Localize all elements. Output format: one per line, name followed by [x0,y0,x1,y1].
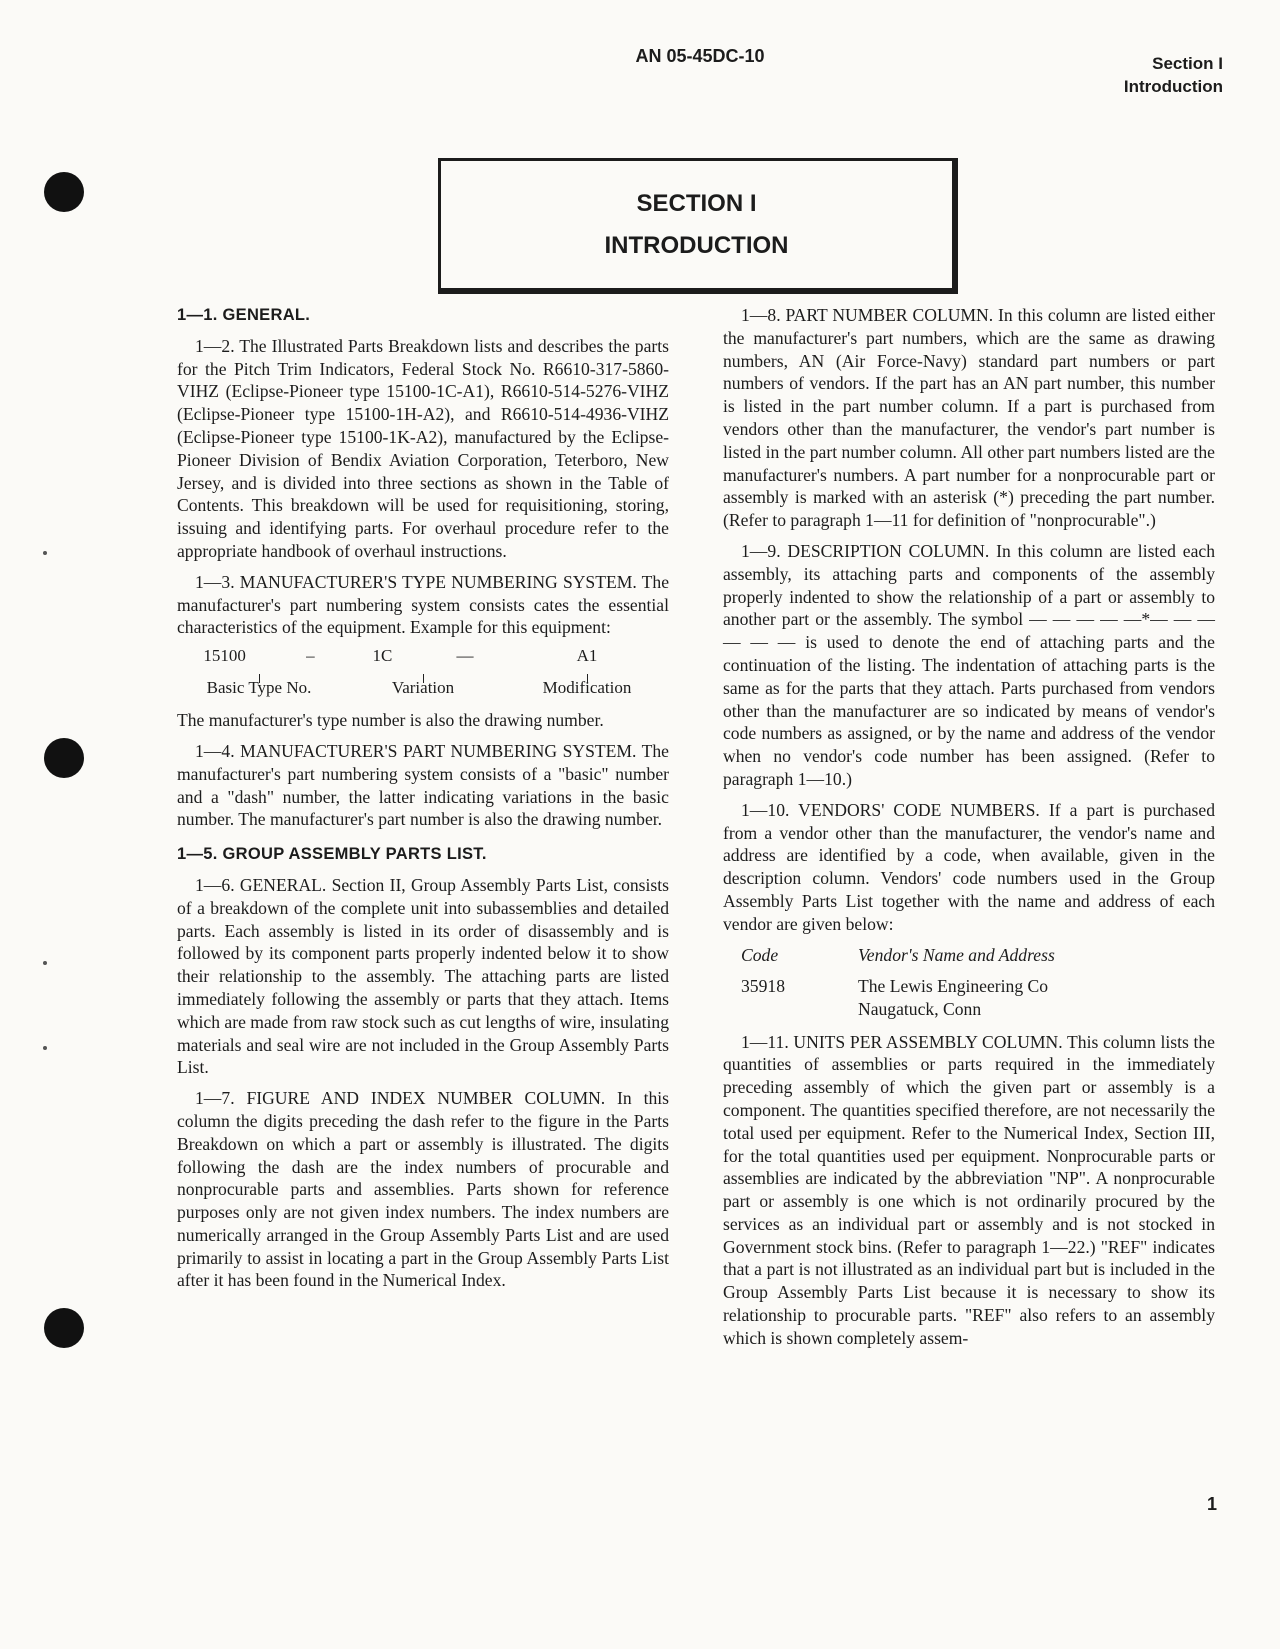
left-column [177,304,669,1300]
paragraph-1-11: 1—11. UNITS PER ASSEMBLY COLUMN. This column lists the quantities of assemblies or parts required in the immediately preceding assembly of which the given part or assembly is a component. The quantities specified therefore, are not necessarily the total used per equipment. Refer to the Numerical Index, Section III, for the total quantities used per equipment. Nonprocurable parts or assemblies are indicated by the abbreviation "NP". A nonprocurable part or assembly is one which is not ordinarily procured by the services as an individual part or assembly and is not stocked in Government stock bins. (Refer to paragraph 1—22.) "REF" indicates that a part is not illustrated as an individual part but is included in the Group Assembly Parts List because it is necessary to show its relationship to procurable parts. "REF" also refers to an assembly which is shown completely assem- [723,1031,1215,1348]
scan-speck [43,1046,47,1050]
example-label-modification: Modification [542,678,632,698]
example-tick [177,667,341,677]
running-header-section: Section I [1152,54,1223,73]
document-number: AN 05-45DC-10 [635,46,765,66]
right-column [723,304,1215,1358]
section-title-line-1: SECTION I [636,190,757,217]
paragraph-1-6: 1—6. GENERAL. Section II, Group Assembly Parts List, consists of a breakdown of the complete unit into subassemblies and detailed parts. Each assembly is listed in its order of disassembly and is followed by its component parts properly indented below it to show their relationship to the assembly. The attaching parts are listed immediately following the assembly or parts that they attach. Items which are made from raw stock such as cut lengths of wire, insulating materials and seal wire are not included in the Group Assembly Parts List. [177,874,669,1078]
vendor-name-address [858,975,1048,1021]
example-tick [341,667,505,677]
paragraph-1-3b: The manufacturer's type number is also the drawing number. [177,710,604,731]
vendor-address: Naugatuck, Conn [858,998,982,1019]
running-header-title: Introduction [1123,77,1223,96]
example-code-basic: 15100 [203,646,246,666]
example-variation [341,645,505,699]
binder-hole-top [44,172,84,212]
example-separator: – [306,646,315,666]
binder-hole-bottom [44,1308,84,1348]
binder-hole-middle [44,738,84,778]
example-code-variation: 1C [372,646,393,666]
scan-speck [43,961,47,965]
paragraph-1-7: 1—7. FIGURE AND INDEX NUMBER COLUMN. In this column the digits preceding the dash refer to the figure in the Parts Breakdown on which a part or assembly is illustrated. The digits following the dash are the index numbers of procurable and nonprocurable parts and assemblies. Parts shown for reference purposes only are not given index numbers. The index numbers are numerically arranged in the Group Assembly Parts List and are used primarily to assist in locating a part in the Group Assembly Parts List after it has been found in the Numerical Index. [177,1088,669,1291]
vendor-code: 35918 [741,975,785,996]
example-basic-type [177,645,341,699]
paragraph-1-9: 1—9. DESCRIPTION COLUMN. In this column are listed each assembly, its attaching parts and components of the assembly properly indented to show the relationship of a part or assembly to another part or the assembly. The symbol — — — — —*— — — — — — is used to denote the end of attaching parts and the continuation of the listing. The indentation of attaching parts is the same as for the parts that they attach. Parts purchased from vendors other than the manufacturer are so indicated by means of vendor's code numbers as assigned, or by the name and address of the vendor when no vendor's code number has been assigned. (Refer to paragraph 1—10.) [723,540,1215,789]
paragraph-1-3: 1—3. MANUFACTURER'S TYPE NUMBERING SYSTEM. The manufacturer's part numbering system consists cates the essential characteristics of the equipment. Example for this equipment: [177,571,669,638]
vendor-table-header [741,944,1215,967]
vendor-col-code: Code [741,944,779,965]
section-title-line-2: INTRODUCTION [604,232,789,259]
vendor-code-table [741,944,1215,1021]
paragraph-1-10: 1—10. VENDORS' CODE NUMBERS. If a part is purchased from a vendor other than the manufacturer, the vendor's name and address are identified by a code, when available, given in the description column. Vendors' code numbers used in the Group Assembly Parts List together with the name and address of each vendor are given below: [723,799,1215,934]
example-label-basic: Basic Type No. [206,678,312,698]
example-separator: — [456,646,474,666]
vendor-name: The Lewis Engineering Co [858,975,1049,996]
vendor-col-name: Vendor's Name and Address [858,944,1055,965]
section-title-box [438,158,958,294]
scan-speck [43,551,47,555]
paragraph-1-4: 1—4. MANUFACTURER'S PART NUMBERING SYSTEM. The manufacturer's part numbering system consists of a "basic" number and a "dash" number, the latter indicating variations in the basic number. The manufacturer's part number is also the drawing number. [177,740,669,830]
paragraph-1-8: 1—8. PART NUMBER COLUMN. In this column are listed either the manufacturer's part numbers, which are the same as drawing numbers, AN (Air Force-Navy) standard part numbers or part numbers of vendors. If the part has an AN part number, this number is listed in the part number column. If a part is purchased from vendors other than the manufacturer, the vendor's part number is listed in the part number column. All other part numbers listed are the manufacturer's numbers. A part number for a nonprocurable part or assembly is marked with an asterisk (*) preceding the part number. (Refer to paragraph 1—11 for definition of "nonprocurable".) [723,305,1215,531]
page-number: 1 [1206,1494,1217,1514]
table-row [741,975,1215,1021]
example-modification [505,645,669,699]
heading-general: 1—1. GENERAL. [177,306,311,324]
heading-group-assembly-parts-list: 1—5. GROUP ASSEMBLY PARTS LIST. [177,845,487,864]
paragraph-1-2: 1—2. The Illustrated Parts Breakdown lists and describes the parts for the Pitch Trim Indicators, Federal Stock No. R6610-317-5860-VIHZ (Eclipse-Pioneer type 15100-1C-A1), R6610-514-5276-VIHZ (Eclipse-Pioneer type 15100-1H-A2), and R6610-514-4936-VIHZ (Eclipse-Pioneer type 15100-1K-A2), manufactured by the Eclipse-Pioneer Division of Bendix Aviation Corporation, Teterboro, New Jersey, and is divided into three sections as shown in the Table of Contents. This breakdown will be used for requisitioning, storing, issuing and identifying parts. For overhaul procedure refer to the appropriate handbook of overhaul instructions. [177,335,669,561]
type-number-example [177,645,669,699]
example-label-variation: Variation [391,678,455,698]
example-tick [505,667,669,677]
example-code-modification: A1 [576,646,598,666]
running-header [1124,52,1223,98]
